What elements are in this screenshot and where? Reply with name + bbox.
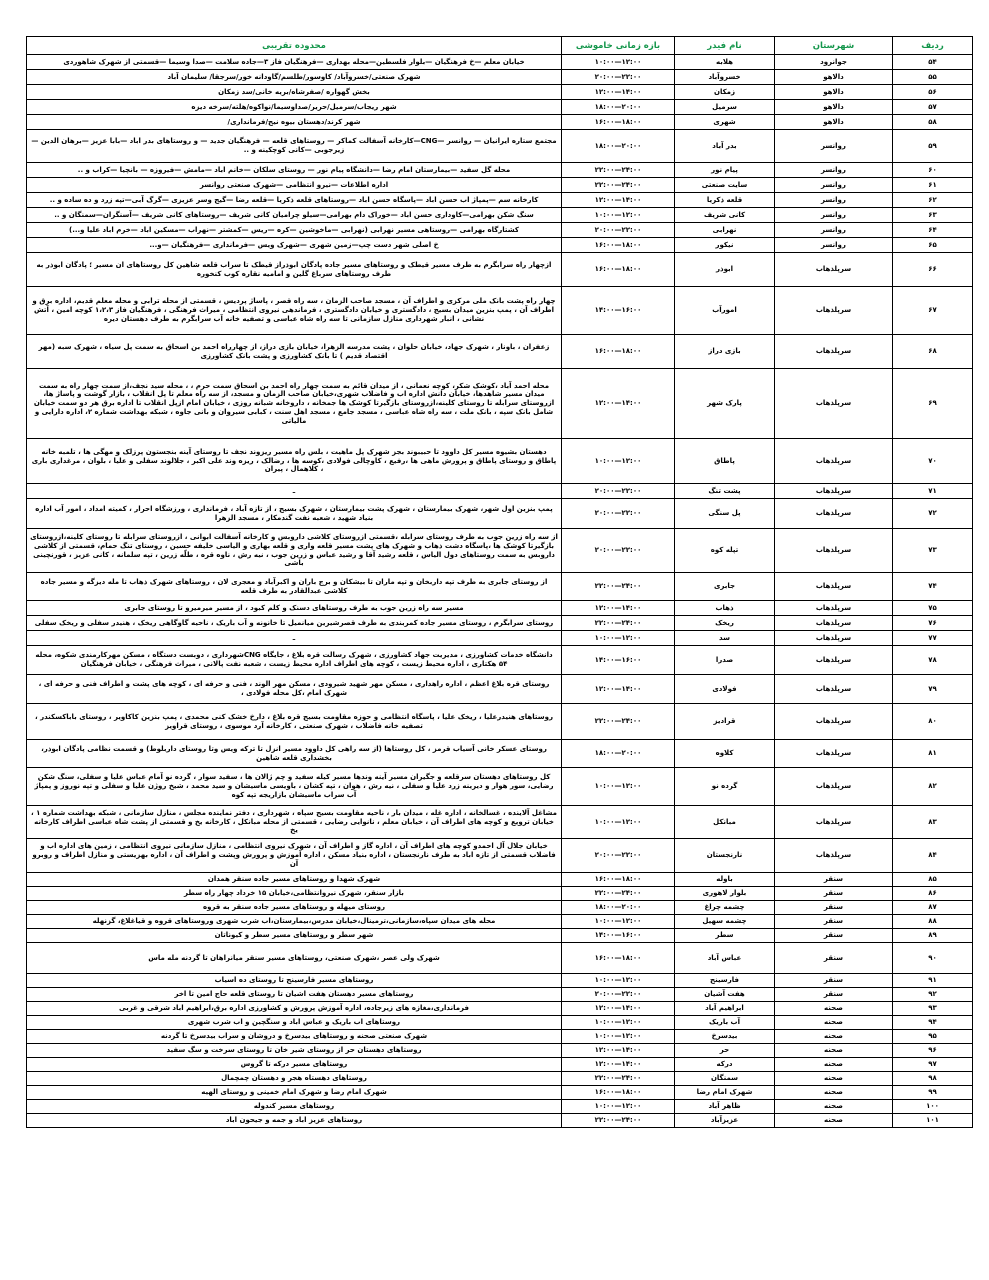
county-cell: سنقر bbox=[775, 988, 893, 1002]
outage-time-cell: ۱۲:۰۰—۱۴:۰۰ bbox=[562, 193, 675, 208]
row-number-cell: ۹۰ bbox=[893, 943, 973, 974]
area-cell: محله های میدان سپاه،سازمانی،ترمینال،خیابان مدرس،بیمارستان،اب شرب شهری وروستاهای قروه و قیاغلاغ، گزنهله bbox=[27, 915, 562, 929]
row-number-cell: ۹۵ bbox=[893, 1030, 973, 1044]
table-row bbox=[27, 873, 973, 887]
feeder-cell: سطر bbox=[675, 929, 775, 943]
area-cell: از سه راه زرین جوب به طرف روستای سرابله ،قسمتی ازروستای کلاشی داروبس و کارخانه آسفالت ابوانی ، ازروستای سرابله تا روستای کلینه،ازروستای بازگیرتا کوشک ها ،پاسگاه دشت ذهاب و شهرک های پشت مسیر قلعه واری و قلعه بهاری و الیاسی خلیفه حسین ، روستای تنگ حمام، قسمتی از کلاشی داروبس به سمت روستاهای دول الیاس ، قلعه رشید آقا و رشید عباس و زرین جوب ، نیه رش ، ناوه قره ، طلّه زرین ، تپه سلمانه ، کانی عزیز ، قورنچینی باشی bbox=[27, 529, 562, 573]
row-number-cell: ۶۲ bbox=[893, 193, 973, 208]
outage-time-cell: ۱۲:۰۰—۱۴:۰۰ bbox=[562, 1058, 675, 1072]
area-cell: روستاهای مسیر فارسینج تا روستای ده اسیاب bbox=[27, 974, 562, 988]
county-cell: سرپلذهاب bbox=[775, 806, 893, 839]
outage-time-cell: ۱۰:۰۰—۱۲:۰۰ bbox=[562, 439, 675, 484]
row-number-cell: ۶۳ bbox=[893, 208, 973, 223]
outage-time-cell: ۱۴:۰۰—۱۶:۰۰ bbox=[562, 929, 675, 943]
feeder-cell: بازی دراز bbox=[675, 335, 775, 369]
feeder-cell: بیدسرخ bbox=[675, 1030, 775, 1044]
table-row bbox=[27, 1030, 973, 1044]
feeder-cell: جابری bbox=[675, 573, 775, 601]
area-cell: دهستان بشیوه مسیر کل داوود تا حبیبوند بجز شهرک پل ماهیت ، بلس راه مسیر ریزوند نجف تا روستای آینه بنجستون پرزلک و مهگی ها ، تلمبه خانه پاطاق و روستای پاطاق و پرورش ماهی ها ،رفیع ، کاوچالی فولادی ،کوسه ها ، رضالک ، ریزه وند علی اکبر ، جلالوند سفلی و علیا ، بلوان ، مرغداری باری ، کلاهمال ، پیران bbox=[27, 439, 562, 484]
table-row bbox=[27, 1044, 973, 1058]
row-number-cell: ۷۱ bbox=[893, 484, 973, 499]
row-number-cell: ۶۹ bbox=[893, 369, 973, 439]
outage-time-cell: ۲۲:۰۰—۲۴:۰۰ bbox=[562, 163, 675, 178]
table-row bbox=[27, 915, 973, 929]
table-row bbox=[27, 573, 973, 601]
area-cell: ازچهار راه سرابگرم به طرف مسیر قیطک و روستاهای مسیر جاده پادگان ابوذراز قیطک تا سراب قلعه شاهین کل روستاهای ان مسیر ؛ پادگان ابوذر به طرف روستاهای سرباغ گلین و امامیه نقاره کوب کنخوره bbox=[27, 253, 562, 287]
county-cell: سرپلذهاب bbox=[775, 675, 893, 704]
area-cell: کارخانه سم —پمپاژ اب حسن اباد —پاسگاه حسن اباد —روستاهای قلعه ذکریا —قلعه رضا —گیج وسر عزیزی —گرگ آبی—تپه زرد و ده ساده و .. bbox=[27, 193, 562, 208]
table-row bbox=[27, 806, 973, 839]
table-row bbox=[27, 768, 973, 806]
row-number-cell: ۵۹ bbox=[893, 130, 973, 163]
area-cell: روستاهای مسیر درکه تا گروس bbox=[27, 1058, 562, 1072]
table-row bbox=[27, 1100, 973, 1114]
area-cell: روستاهای هنیدرعلیا ، ریخک علیا ، پاسگاه انتظامی و حوزه مقاومت بسیج قره بلاغ ، دارخ خشک کنی محمدی ، پمپ بنزین کاکاویر ، روستای باباکسکندر ، تصفیه خانه فاضلاب ، شهرک صنعتی ، کارخانه آرد موسوی ، روستای قراویز bbox=[27, 704, 562, 740]
row-number-cell: ۸۳ bbox=[893, 806, 973, 839]
header-outage-time: بازه زمانی خاموشی bbox=[562, 37, 675, 55]
area-cell: روستای قره بلاغ اعظم ، اداره راهداری ، مسکن مهر شهید شیرودی ، مسکن مهر الوند ، فنی و حرفه ای ، کوچه های پشت و اطراف فنی و حرفه ای ، شهرک امام ،کل محله فولادی ، bbox=[27, 675, 562, 704]
county-cell: سنقر bbox=[775, 974, 893, 988]
row-number-cell: ۶۸ bbox=[893, 335, 973, 369]
county-cell: سرپلذهاب bbox=[775, 704, 893, 740]
county-cell: روانسر bbox=[775, 178, 893, 193]
area-cell: روستای میهله و روستاهای مسیر جاده سنقر به قروه bbox=[27, 901, 562, 915]
feeder-cell: ابراهیم آباد bbox=[675, 1002, 775, 1016]
feeder-cell: درکه bbox=[675, 1058, 775, 1072]
row-number-cell: ۸۸ bbox=[893, 915, 973, 929]
county-cell: سرپلذهاب bbox=[775, 287, 893, 335]
outage-time-cell: ۱۰:۰۰—۱۲:۰۰ bbox=[562, 208, 675, 223]
county-cell: روانسر bbox=[775, 163, 893, 178]
area-cell: مسیر سه راه زرین جوب به طرف روستاهای دسنک و کلم کبود ، از مسیر میرمیرو تا روستای جابری bbox=[27, 601, 562, 616]
county-cell: سرپلذهاب bbox=[775, 253, 893, 287]
row-number-cell: ۸۷ bbox=[893, 901, 973, 915]
county-cell: جوانرود bbox=[775, 55, 893, 70]
row-number-cell: ۷۴ bbox=[893, 573, 973, 601]
feeder-cell: چشمه سهیل bbox=[675, 915, 775, 929]
outage-time-cell: ۱۶:۰۰—۱۸:۰۰ bbox=[562, 943, 675, 974]
county-cell: سرپلذهاب bbox=[775, 484, 893, 499]
county-cell: سرپلذهاب bbox=[775, 601, 893, 616]
county-cell: سرپلذهاب bbox=[775, 369, 893, 439]
feeder-cell: خسروآباد bbox=[675, 70, 775, 85]
county-cell: سرپلذهاب bbox=[775, 616, 893, 631]
area-cell: روستای عسکر خانی آسیاب قرمز ، کل روستاها (از سه راهی کل داوود مسیر انزل تا ترکه ویس وتا روستای داربلوط) و قسمت نظامی پادگان ابوذر، بخشداری قلعه شاهین bbox=[27, 740, 562, 768]
feeder-cell: نیکور bbox=[675, 238, 775, 253]
feeder-cell: قرادیز bbox=[675, 704, 775, 740]
county-cell: سرپلذهاب bbox=[775, 529, 893, 573]
area-cell: بازار سنقر، شهرک نیروانتظامی،خیابان ۱۵ خرداد چهار راه سطر bbox=[27, 887, 562, 901]
row-number-cell: ۶۱ bbox=[893, 178, 973, 193]
feeder-cell: هلابه bbox=[675, 55, 775, 70]
area-cell: چهار راه پشت بانک ملی مرکزی و اطراف آن ، مسجد صاحب الزمان ، سه راه قصر ، پاساژ پردیس ، قسمتی از محله ترابی و محله معلم قدیم، اداره برق و اطراف آن ، پمپ بنزین میدان بسیج ، دادگستری و خیابان دادگستری ، فرماندهی نیروی انتظامی ، میراث فرهنگی ، فرهنگیان فاز ۱،۲،۳ کوچه امین ، آتش نشانی ، انبار شهرداری منازل سازمانی تا سه راه شاه عباسی و تصفیه خانه آب سرابگرم به طرف دهستان دیره bbox=[27, 287, 562, 335]
county-cell: سرپلذهاب bbox=[775, 335, 893, 369]
outage-time-cell: ۱۸:۰۰—۲۰:۰۰ bbox=[562, 100, 675, 115]
feeder-cell: پیام نور bbox=[675, 163, 775, 178]
feeder-cell: گرده نو bbox=[675, 768, 775, 806]
area-cell: روستای سرابگرم ، روستای مسیر جاده کمربندی به طرف قصرشیرین میانمیل تا خانونه و آب باریک ، ناحیه گاوگاهی ریخک ، هنیدر سفلی و ریخک سفلی bbox=[27, 616, 562, 631]
feeder-cell: سد bbox=[675, 631, 775, 646]
county-cell: روانسر bbox=[775, 193, 893, 208]
feeder-cell: نارنجستان bbox=[675, 839, 775, 873]
row-number-cell: ۹۲ bbox=[893, 988, 973, 1002]
area-cell: شهرک صنعتی/خسروآباد/ کاوسور/طلسم/گاودانه خور/سرجقا/ سلیمان آباد bbox=[27, 70, 562, 85]
feeder-cell: آب باریک bbox=[675, 1016, 775, 1030]
table-row bbox=[27, 223, 973, 238]
county-cell: سرپلذهاب bbox=[775, 631, 893, 646]
row-number-cell: ۷۳ bbox=[893, 529, 973, 573]
outage-time-cell: ۱۰:۰۰—۱۲:۰۰ bbox=[562, 631, 675, 646]
table-row bbox=[27, 238, 973, 253]
outage-time-cell: ۲۲:۰۰—۲۴:۰۰ bbox=[562, 887, 675, 901]
area-cell: شهرک صنعتی صحنه و روستاهای بیدسرخ و دروشان و سراب بیدسرخ تا گردنه bbox=[27, 1030, 562, 1044]
area-cell: اداره اطلاعات —نیرو انتظامی —شهرک صنعتی روانسر bbox=[27, 178, 562, 193]
table-row bbox=[27, 704, 973, 740]
outage-time-cell: ۱۲:۰۰—۱۴:۰۰ bbox=[562, 675, 675, 704]
table-row bbox=[27, 100, 973, 115]
row-number-cell: ۱۰۰ bbox=[893, 1100, 973, 1114]
county-cell: سرپلذهاب bbox=[775, 499, 893, 529]
county-cell: سرپلذهاب bbox=[775, 768, 893, 806]
row-number-cell: ۵۶ bbox=[893, 85, 973, 100]
county-cell: سنقر bbox=[775, 873, 893, 887]
feeder-cell: امورآب bbox=[675, 287, 775, 335]
outage-time-cell: ۱۶:۰۰—۱۸:۰۰ bbox=[562, 873, 675, 887]
feeder-cell: سایت صنعتی bbox=[675, 178, 775, 193]
area-cell: شهر ریجاب/سرمیل/حریر/صداوسیما/نواکوه/هلته/سرخه دیزه bbox=[27, 100, 562, 115]
area-cell: محله گل سفید —بیمارستان امام رضا —دانشگاه پیام نور — روستای سلکان —خانم اباد —مامش —فیروزه — بانچیا —کراب و .. bbox=[27, 163, 562, 178]
feeder-cell: زمکان bbox=[675, 85, 775, 100]
area-cell: ـ bbox=[27, 631, 562, 646]
table-row bbox=[27, 1058, 973, 1072]
outage-time-cell: ۲۰:۰۰—۲۲:۰۰ bbox=[562, 529, 675, 573]
row-number-cell: ۷۶ bbox=[893, 616, 973, 631]
row-number-cell: ۸۰ bbox=[893, 704, 973, 740]
table-row bbox=[27, 335, 973, 369]
table-row bbox=[27, 499, 973, 529]
area-cell: بخش گهواره /صفرشاه/بریه خانی/سد زمکان bbox=[27, 85, 562, 100]
outage-time-cell: ۲۰:۰۰—۲۲:۰۰ bbox=[562, 839, 675, 873]
county-cell: سرپلذهاب bbox=[775, 439, 893, 484]
outage-time-cell: ۱۶:۰۰—۱۸:۰۰ bbox=[562, 1086, 675, 1100]
area-cell: مشاغل آلایندە ، غسالخانه ، اداره غله ، میدان بار ، ناحیه مقاومت بسیج سپاه ، شهرداری ، دفتر نماینده مجلس ، منازل سازمانی ، شبکه بهداشت شماره ۱ ، خیابان تروپع و کوچه های اطراف آن ، خیابان معلم ، نانوایی رضایی ، قسمتی از محله مبانکل ، کارخانه یخ و قسمتی از پشت شاه عباسی اطراف کارخانه یخ bbox=[27, 806, 562, 839]
area-cell: خیابان جلال آل احمدو کوچه های اطراف آن ، اداره گاز و اطراف آن ، شهرک نیروی انتظامی ، منازل سازمانی نیروی انتظامی ، زمین های اداره اب و فاضلاب قسمتی از تازه اباد به طرف نارنجستان ، اداره بنیاد مسکن ، اداره آموزش و پرورش وپشت و اطراف آن ، اداره بهزیستی و منازل اطراف و روبرو آن bbox=[27, 839, 562, 873]
row-number-cell: ۶۴ bbox=[893, 223, 973, 238]
area-cell: روستاهای اب باریک و عباس اباد و سنگچین و اب شرب شهری bbox=[27, 1016, 562, 1030]
feeder-cell: پارک شهر bbox=[675, 369, 775, 439]
outage-time-cell: ۱۲:۰۰—۱۴:۰۰ bbox=[562, 1044, 675, 1058]
row-number-cell: ۹۱ bbox=[893, 974, 973, 988]
area-cell: شهرک شهدا و روستاهای مسیر جاده سنقر همدان bbox=[27, 873, 562, 887]
outage-time-cell: ۲۰:۰۰—۲۲:۰۰ bbox=[562, 499, 675, 529]
feeder-cell: چشمه چراغ bbox=[675, 901, 775, 915]
outage-time-cell: ۱۶:۰۰—۱۸:۰۰ bbox=[562, 238, 675, 253]
row-number-cell: ۷۹ bbox=[893, 675, 973, 704]
feeder-cell: سرمیل bbox=[675, 100, 775, 115]
table-row bbox=[27, 839, 973, 873]
area-cell: از روستای جابری به طرف تپه داربخان و تپه ماران تا بیشکان و برج باران و اکبرآباد و معجری لان ، روستاهای شهرک ذهاب تا مله دیزگه و مسیر جاده کلاشی عبدالقادر به طرف قلعه bbox=[27, 573, 562, 601]
feeder-cell: قلعه ذکریا bbox=[675, 193, 775, 208]
area-cell: مجتمع ستاره ایرانیان — روانسر —CNG—کارخانه آسفالت کماکر — روستاهای قلعه — فرهنگیان جدید — و روستاهای بدر اباد —بابا عزیز —برهان الدین —زیرجوبی —کانی کوچکینه و .. bbox=[27, 130, 562, 163]
feeder-cell: ذهاب bbox=[675, 601, 775, 616]
outage-time-cell: ۱۸:۰۰—۲۰:۰۰ bbox=[562, 901, 675, 915]
outage-time-cell: ۱۰:۰۰—۱۲:۰۰ bbox=[562, 806, 675, 839]
feeder-cell: پل سنگی bbox=[675, 499, 775, 529]
row-number-cell: ۹۹ bbox=[893, 1086, 973, 1100]
table-row bbox=[27, 943, 973, 974]
feeder-cell: پاطاق bbox=[675, 439, 775, 484]
feeder-cell: کانی شریف bbox=[675, 208, 775, 223]
feeder-cell: کلاوه bbox=[675, 740, 775, 768]
table-row bbox=[27, 369, 973, 439]
outage-time-cell: ۱۰:۰۰—۱۲:۰۰ bbox=[562, 55, 675, 70]
outage-time-cell: ۲۲:۰۰—۲۴:۰۰ bbox=[562, 1072, 675, 1086]
county-cell: صحنه bbox=[775, 1016, 893, 1030]
row-number-cell: ۵۷ bbox=[893, 100, 973, 115]
table-row bbox=[27, 85, 973, 100]
table-row bbox=[27, 675, 973, 704]
area-cell: خ اصلی شهر دست چپ—زمین شهری —شهرک ویس —فرمانداری —فرهنگیان —و... bbox=[27, 238, 562, 253]
outage-time-cell: ۲۰:۰۰—۲۲:۰۰ bbox=[562, 484, 675, 499]
table-row bbox=[27, 130, 973, 163]
feeder-cell: شهرک امام رضا bbox=[675, 1086, 775, 1100]
outage-time-cell: ۱۲:۰۰—۱۴:۰۰ bbox=[562, 85, 675, 100]
row-number-cell: ۶۶ bbox=[893, 253, 973, 287]
area-cell: محله احمد آباد ،کوشک شکر، کوچه نعمانی ، از میدان قائم به سمت چهار راه احمد بن اسحاق سمت حرم ، ، محله سید نجف،از سمت چهار راه به سمت میدان مسیر شاهدها، خیابان دانش اداره اب و فاضلاب شهری،خیابان صاحب الزمان و مسجد، از سه راه معلم تا پل انقلاب ، بازار گوشت و پاساژ ها، ازروستای سرابله تا روستای کلینه،ازروستای بازگیرتا کوشک ها جمخانه ، داروخانه شبانه روزی ، خیابان امام ازپل انقلاب تا اداره برق هر دو سمت خیابان شامل بانک سپه ، بانک ملت ، سه راه شاه عباسی ، مسجد جامع ، مسجد اهل سنت ، کبابی سیروان و بانی جاوه ، شبکه بهداشت شماره ۲، اداره دارایی و مالیاتی bbox=[27, 369, 562, 439]
outage-time-cell: ۲۲:۰۰—۲۴:۰۰ bbox=[562, 178, 675, 193]
outage-time-cell: ۱۲:۰۰—۱۴:۰۰ bbox=[562, 601, 675, 616]
table-row bbox=[27, 484, 973, 499]
area-cell: شهر سطر و روستاهای مسیر سطر و کیوناتان bbox=[27, 929, 562, 943]
outage-time-cell: ۱۲:۰۰—۱۴:۰۰ bbox=[562, 369, 675, 439]
row-number-cell: ۸۹ bbox=[893, 929, 973, 943]
header-feeder: نام فیدر bbox=[675, 37, 775, 55]
table-body bbox=[27, 55, 973, 1128]
feeder-cell: عباس آباد bbox=[675, 943, 775, 974]
county-cell: سرپلذهاب bbox=[775, 839, 893, 873]
feeder-cell: ریخک bbox=[675, 616, 775, 631]
table-row bbox=[27, 974, 973, 988]
outage-time-cell: ۱۰:۰۰—۱۲:۰۰ bbox=[562, 1016, 675, 1030]
outage-time-cell: ۱۴:۰۰—۱۶:۰۰ bbox=[562, 646, 675, 675]
table-row bbox=[27, 55, 973, 70]
feeder-cell: ابوذر bbox=[675, 253, 775, 287]
outage-time-cell: ۱۰:۰۰—۱۲:۰۰ bbox=[562, 915, 675, 929]
county-cell: روانسر bbox=[775, 223, 893, 238]
county-cell: دالاهو bbox=[775, 100, 893, 115]
county-cell: صحنه bbox=[775, 1072, 893, 1086]
feeder-cell: تپله کوه bbox=[675, 529, 775, 573]
row-number-cell: ۸۶ bbox=[893, 887, 973, 901]
table-row bbox=[27, 439, 973, 484]
outage-time-cell: ۲۲:۰۰—۲۴:۰۰ bbox=[562, 1114, 675, 1128]
county-cell: صحنه bbox=[775, 1114, 893, 1128]
outage-time-cell: ۱۶:۰۰—۱۸:۰۰ bbox=[562, 115, 675, 130]
table-row bbox=[27, 631, 973, 646]
row-number-cell: ۷۲ bbox=[893, 499, 973, 529]
row-number-cell: ۸۵ bbox=[893, 873, 973, 887]
header-row-number: ردیف bbox=[893, 37, 973, 55]
county-cell: دالاهو bbox=[775, 115, 893, 130]
row-number-cell: ۸۴ bbox=[893, 839, 973, 873]
row-number-cell: ۹۶ bbox=[893, 1044, 973, 1058]
feeder-cell: حر bbox=[675, 1044, 775, 1058]
county-cell: سرپلذهاب bbox=[775, 646, 893, 675]
table-row bbox=[27, 253, 973, 287]
table-row bbox=[27, 1114, 973, 1128]
county-cell: سنقر bbox=[775, 943, 893, 974]
table-row bbox=[27, 1086, 973, 1100]
outage-time-cell: ۱۶:۰۰—۱۸:۰۰ bbox=[562, 335, 675, 369]
area-cell: کشتارگاه بهرامی —روستاهی مسیر نهرابی (نهرابی —ماخوشین —کره —ریس —کمشتر —نهراب —مسکین اباد —خرم اباد علیا و...) bbox=[27, 223, 562, 238]
county-cell: سنقر bbox=[775, 901, 893, 915]
table-row bbox=[27, 616, 973, 631]
county-cell: سرپلذهاب bbox=[775, 740, 893, 768]
county-cell: دالاهو bbox=[775, 85, 893, 100]
county-cell: صحنه bbox=[775, 1044, 893, 1058]
area-cell: کل روستاهای دهستان سرقلعه و جگیران مسیر آینه وندها مسیر کیله سفید و چم ژالان ها ، سفید سوار ، گرده نو آمام عباس علیا و سفلی، سنگ شکن رضایی، سور هوار و دیرینه زرد علیا و سفلی ، نیه رش ، هوان ، تپه کشان ، باویسی ماسیشان و سید محمد ، شیخ روژن علیا و سفلی و تپه نوروز و پمپاژ آب سراب ماسیشان بازاریجه تپه کوه bbox=[27, 768, 562, 806]
row-number-cell: ۷۷ bbox=[893, 631, 973, 646]
area-cell: روستاهای مسیر دهستان هفت اشیان تا روستای قلعه حاج امین تا اخر bbox=[27, 988, 562, 1002]
area-cell: سنگ شکن بهرامی—کاوداری حسن اباد —خوراک دام بهرامی—سیلو چرامیان کانی شریف —روستاهای کانی شریف —آسنگران—سمنگان و .. bbox=[27, 208, 562, 223]
row-number-cell: ۹۴ bbox=[893, 1016, 973, 1030]
outage-time-cell: ۱۰:۰۰—۱۲:۰۰ bbox=[562, 768, 675, 806]
row-number-cell: ۸۱ bbox=[893, 740, 973, 768]
row-number-cell: ۷۰ bbox=[893, 439, 973, 484]
county-cell: روانسر bbox=[775, 238, 893, 253]
area-cell: شهرک ولی عصر ،شهرک صنعتی، روستاهای مسیر سنقر میانراهان تا گردنه مله ماس bbox=[27, 943, 562, 974]
feeder-cell: عزیزآباد bbox=[675, 1114, 775, 1128]
table-row bbox=[27, 601, 973, 616]
outage-time-cell: ۲۰:۰۰—۲۲:۰۰ bbox=[562, 70, 675, 85]
county-cell: صحنه bbox=[775, 1100, 893, 1114]
outage-time-cell: ۱۲:۰۰—۱۴:۰۰ bbox=[562, 1002, 675, 1016]
feeder-cell: سمنگان bbox=[675, 1072, 775, 1086]
feeder-cell: مبانکل bbox=[675, 806, 775, 839]
area-cell: روستاهای مسیر کندوله bbox=[27, 1100, 562, 1114]
row-number-cell: ۷۸ bbox=[893, 646, 973, 675]
header-county: شهرستان bbox=[775, 37, 893, 55]
outage-time-cell: ۲۰:۰۰—۲۲:۰۰ bbox=[562, 988, 675, 1002]
table-row bbox=[27, 529, 973, 573]
table-row bbox=[27, 178, 973, 193]
table-row bbox=[27, 887, 973, 901]
area-cell: روستاهای دهستاه هجر و دهستان چمچمال bbox=[27, 1072, 562, 1086]
county-cell: روانسر bbox=[775, 208, 893, 223]
table-row bbox=[27, 1002, 973, 1016]
area-cell: فرمانداری،مغازه های زیرجاده، اداره آموزش پرورش و کشاورزی اداره برق،ابراهیم اباد شرقی و غربی bbox=[27, 1002, 562, 1016]
table-row bbox=[27, 901, 973, 915]
table-row bbox=[27, 115, 973, 130]
feeder-cell: فارسینج bbox=[675, 974, 775, 988]
outage-time-cell: ۱۸:۰۰—۲۰:۰۰ bbox=[562, 130, 675, 163]
county-cell: سنقر bbox=[775, 929, 893, 943]
row-number-cell: ۹۷ bbox=[893, 1058, 973, 1072]
feeder-cell: ظاهر آباد bbox=[675, 1100, 775, 1114]
row-number-cell: ۵۵ bbox=[893, 70, 973, 85]
feeder-cell: بلوار لاهوری bbox=[675, 887, 775, 901]
area-cell: زعفران ، باونار ، شهرک جهاد، خیابان حلوان ، پشت مدرسه الزهرا، خیابان بازی دراز، از چهارراه احمد بن اسحاق به سمت پل سیاه ، شهرک سبه (مهر اقتصاد قدیم ) تا بانک کشاورزی و پشت بانک کشاورزی bbox=[27, 335, 562, 369]
table-row bbox=[27, 929, 973, 943]
row-number-cell: ۶۷ bbox=[893, 287, 973, 335]
row-number-cell: ۷۵ bbox=[893, 601, 973, 616]
table-row bbox=[27, 163, 973, 178]
county-cell: روانسر bbox=[775, 130, 893, 163]
outage-time-cell: ۱۴:۰۰—۱۶:۰۰ bbox=[562, 287, 675, 335]
outage-time-cell: ۲۲:۰۰—۲۴:۰۰ bbox=[562, 573, 675, 601]
table-row bbox=[27, 287, 973, 335]
outage-time-cell: ۱۰:۰۰—۱۲:۰۰ bbox=[562, 1030, 675, 1044]
outage-time-cell: ۲۲:۰۰—۲۴:۰۰ bbox=[562, 616, 675, 631]
outage-time-cell: ۱۰:۰۰—۱۲:۰۰ bbox=[562, 974, 675, 988]
table-row bbox=[27, 646, 973, 675]
area-cell: خیابان معلم —خ فرهنگیان —بلوار فلسطین—محله بهداری —فرهنگیان فاز ۳—جاده سلامت —صدا وسیما —قسمتی از شهرک شاهوردی bbox=[27, 55, 562, 70]
outage-time-cell: ۲۰:۰۰—۲۲:۰۰ bbox=[562, 223, 675, 238]
row-number-cell: ۶۰ bbox=[893, 163, 973, 178]
area-cell: روستاهای عزیز اباد و جمه و جیحون اباد bbox=[27, 1114, 562, 1128]
county-cell: صحنه bbox=[775, 1058, 893, 1072]
feeder-cell: پشت تنگ bbox=[675, 484, 775, 499]
county-cell: صحنه bbox=[775, 1002, 893, 1016]
header-row bbox=[27, 37, 973, 55]
county-cell: صحنه bbox=[775, 1086, 893, 1100]
area-cell: شهرک امام رضا و شهرک امام خمینی و روستای الهیه bbox=[27, 1086, 562, 1100]
row-number-cell: ۸۲ bbox=[893, 768, 973, 806]
table-row bbox=[27, 193, 973, 208]
feeder-cell: بدر آباد bbox=[675, 130, 775, 163]
area-cell: پمپ بنزین اول شهر، شهرک بیمارستان ، شهرک پشت بیمارستان ، شهرک بسیج ، از تازه آباد ، فرمانداری ، ورزشگاه احرار ، کمیته امداد ، امور آب اداره بنیاد شهید ، شعبه نفت گندمکار ، مسجد الزهرا bbox=[27, 499, 562, 529]
outage-time-cell: ۱۸:۰۰—۲۰:۰۰ bbox=[562, 740, 675, 768]
row-number-cell: ۶۵ bbox=[893, 238, 973, 253]
county-cell: سرپلذهاب bbox=[775, 573, 893, 601]
row-number-cell: ۱۰۱ bbox=[893, 1114, 973, 1128]
outage-time-cell: ۱۶:۰۰—۱۸:۰۰ bbox=[562, 253, 675, 287]
county-cell: صحنه bbox=[775, 1030, 893, 1044]
feeder-cell: شهری bbox=[675, 115, 775, 130]
table-row bbox=[27, 1072, 973, 1086]
table-row bbox=[27, 988, 973, 1002]
county-cell: سنقر bbox=[775, 915, 893, 929]
outage-time-cell: ۱۰:۰۰—۱۲:۰۰ bbox=[562, 1100, 675, 1114]
area-cell: شهر کرند/دهستان بیوه نیج/فرمانداری/ bbox=[27, 115, 562, 130]
table-row bbox=[27, 208, 973, 223]
header-area: محدوده تقریبی bbox=[27, 37, 562, 55]
table-row bbox=[27, 1016, 973, 1030]
table-row bbox=[27, 70, 973, 85]
outage-schedule-table bbox=[26, 36, 973, 1128]
area-cell: ـ bbox=[27, 484, 562, 499]
feeder-cell: هفت آشیان bbox=[675, 988, 775, 1002]
county-cell: سنقر bbox=[775, 887, 893, 901]
county-cell: دالاهو bbox=[775, 70, 893, 85]
outage-time-cell: ۲۲:۰۰—۲۴:۰۰ bbox=[562, 704, 675, 740]
feeder-cell: باوله bbox=[675, 873, 775, 887]
table-row bbox=[27, 740, 973, 768]
row-number-cell: ۵۸ bbox=[893, 115, 973, 130]
area-cell: دانشگاه خدمات کشاورزی ، مدیریت جهاد کشاورزی ، شهرک رسالت قره بلاغ ، جایگاه CNGشهرداری ، دوبست دستگاه ، مسکن مهرکارمندی شکوه، محله ۵۴ هکتاری ، اداره محیط زیست ، کوچه های اطراف اداره محیط زیست ، شعبه نفت پالانی ، میراث فرهنگی ، خیابان فرهنگیان bbox=[27, 646, 562, 675]
feeder-cell: فولادی bbox=[675, 675, 775, 704]
feeder-cell: صدرا bbox=[675, 646, 775, 675]
feeder-cell: نهرابی bbox=[675, 223, 775, 238]
row-number-cell: ۹۳ bbox=[893, 1002, 973, 1016]
row-number-cell: ۹۸ bbox=[893, 1072, 973, 1086]
row-number-cell: ۵۴ bbox=[893, 55, 973, 70]
area-cell: روستاهای دهستان حر از روستای شیر خان تا روستای سرخت و سگ سفید bbox=[27, 1044, 562, 1058]
